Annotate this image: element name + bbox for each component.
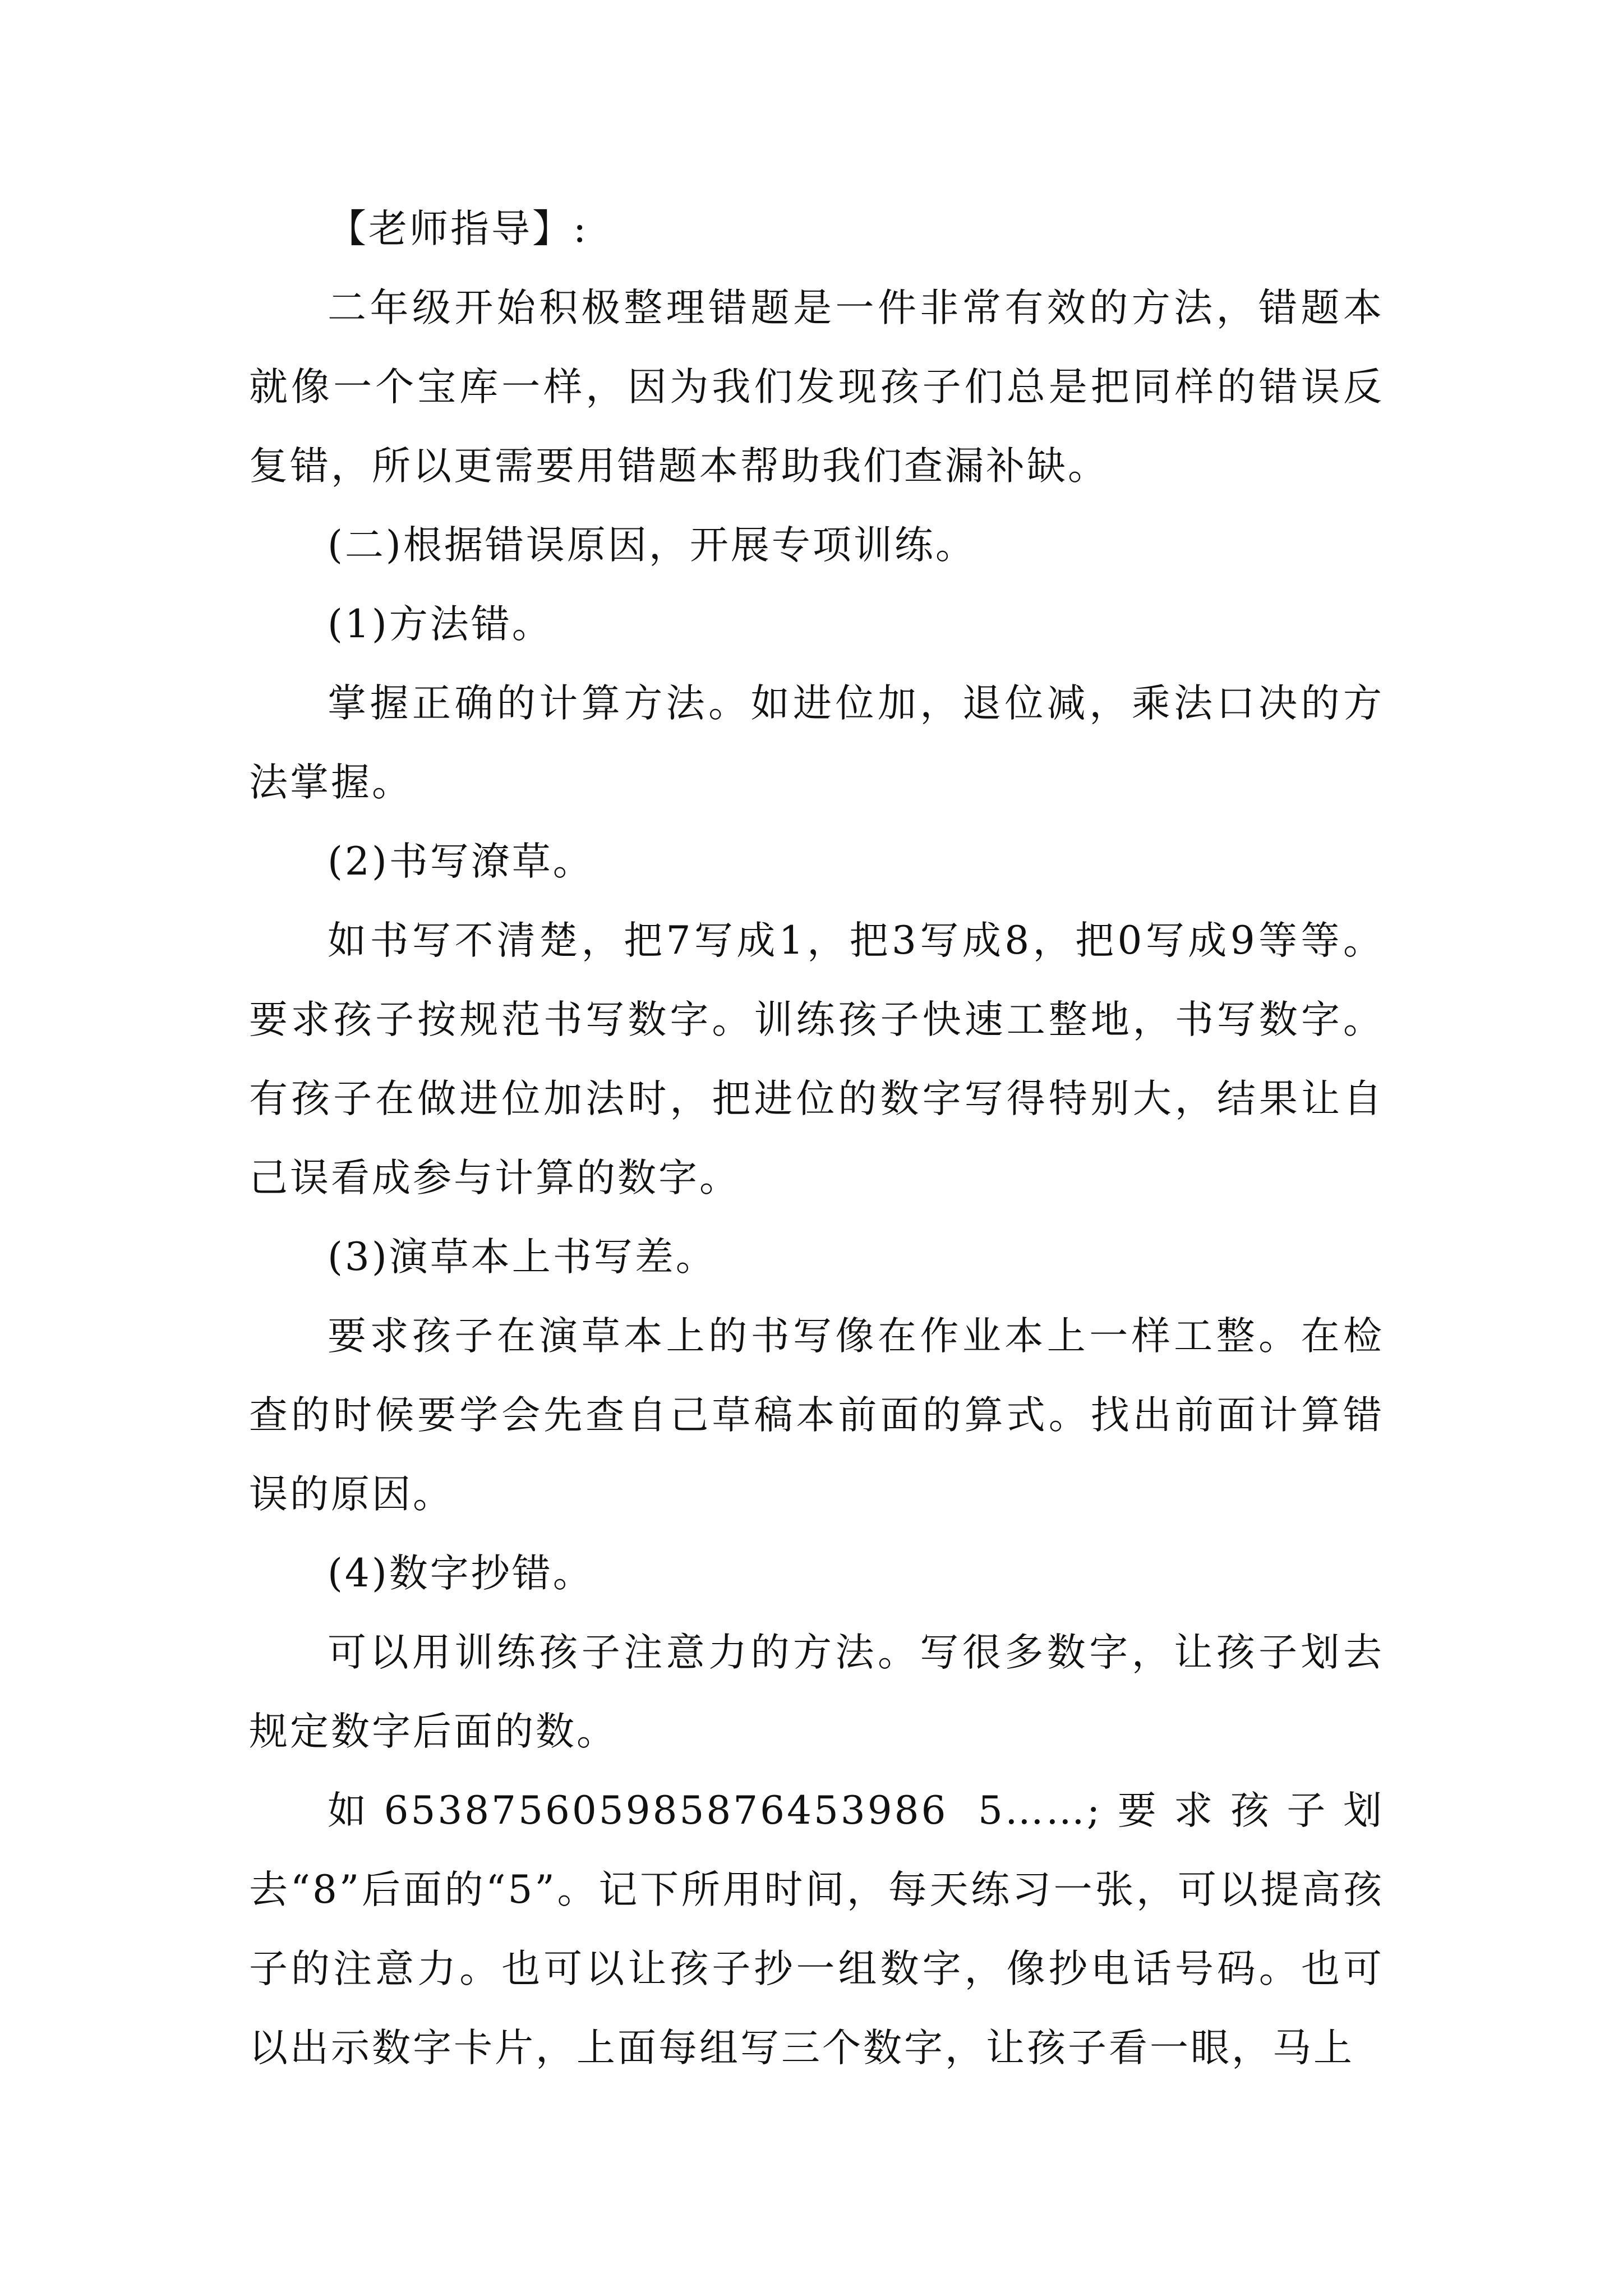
document-body xyxy=(249,190,1384,2088)
teacher-guidance-heading: 【老师指导】: xyxy=(328,206,589,251)
paragraph-example: 如653875605985876453986 5……;要求孩子划去“8”后面的“5”。记下所用时间，每天练习一张，可以提高孩子的注意力。也可以让孩子抄一组数字，像抄电话号码。也可以出示数字卡片，上面每组写三个数字，让孩子看一眼，马上 xyxy=(249,1788,1384,2070)
item-heading-draft-writing: (3)演草本上书写差。 xyxy=(328,1235,717,1280)
paragraph-draft-writing: 要求孩子在演草本上的书写像在作业本上一样工整。在检查的时候要学会先查自己草稿本前面的算式。找出前面计算错误的原因。 xyxy=(249,1314,1384,1517)
item-heading-copy-error: (4)数字抄错。 xyxy=(328,1551,594,1596)
paragraph-error-notebook: 二年级开始积极整理错题是一件非常有效的方法，错题本就像一个宝库一样，因为我们发现孩子们总是把同样的错误反复错，所以更需要用错题本帮助我们查漏补缺。 xyxy=(249,286,1384,489)
section-heading-special-training: (二)根据错误原因，开展专项训练。 xyxy=(328,523,976,568)
paragraph-sloppy-writing: 如书写不清楚，把7写成1，把3写成8，把0写成9等等。要求孩子按规范书写数字。训练孩子快速工整地，书写数字。有孩子在做进位加法时，把进位的数字写得特别大，结果让自己误看成参与计算的数字。 xyxy=(249,918,1384,1200)
paragraph-attention-training: 可以用训练孩子注意力的方法。写很多数字，让孩子划去规定数字后面的数。 xyxy=(249,1630,1384,1754)
paragraph-method-error: 掌握正确的计算方法。如进位加，退位减，乘法口决的方法掌握。 xyxy=(249,681,1384,805)
item-heading-method-error: (1)方法错。 xyxy=(328,602,553,647)
item-heading-sloppy-writing: (2)书写潦草。 xyxy=(328,839,594,884)
